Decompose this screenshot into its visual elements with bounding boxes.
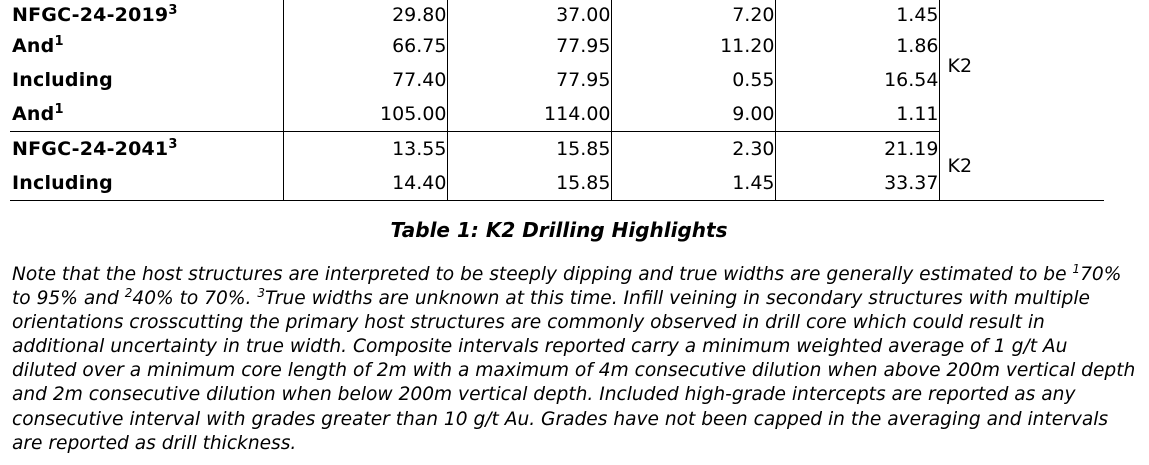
to-cell: 114.00 [447, 97, 611, 132]
grade-cell: 1.45 [775, 0, 939, 29]
grade-cell: 16.54 [775, 63, 939, 97]
footnote-superscript: 2 [124, 286, 133, 301]
footnote-text: True widths are unknown at this time. Infill veining in secondary structures with multiple orientations crosscutting the primary host structures are commonly observed in drill core which could result in additional uncertainty in true width. Composite intervals reported carry a minimum weighted average of 1 g/t Au diluted over a minimum core length of 2m with a maximum of 4m consecutive dilution when above 200m vertical depth and 2m consecutive dilution when below 200m vertical depth. Included high-grade intercepts are reported as any consecutive interval with grades greater than 10 g/t Au. Grades have not been capped in the averaging and intervals are reported as drill thickness. [12, 288, 1136, 454]
hole-id-cell: Including [12, 69, 113, 91]
zone-cell: K2 [947, 54, 973, 77]
footnote-text: 40% to 70%. [132, 288, 258, 310]
interval-cell: 1.45 [611, 166, 775, 201]
interval-cell: 7.20 [611, 0, 775, 29]
from-cell: 14.40 [283, 166, 447, 201]
from-cell: 29.80 [283, 0, 447, 29]
hole-id-cell: NFGC-24-2019$^3$ [12, 2, 178, 26]
hole-id-cell: Including [10, 166, 283, 201]
to-cell: 15.85 [447, 132, 611, 167]
table-row [10, 132, 1104, 167]
hole-id-cell: NFGC-24-2041$^3$ [12, 137, 178, 160]
footnote-text: 70% to 95% and [12, 264, 1122, 310]
table-row [10, 0, 1104, 29]
grade-cell: 1.86 [775, 29, 939, 63]
to-cell: 15.85 [447, 166, 611, 201]
hole-id-cell: And$^1$ [10, 97, 283, 132]
footnote-superscript: 1 [1072, 262, 1081, 276]
interval-cell: 2.30 [611, 132, 775, 167]
to-cell: 77.95 [447, 29, 611, 63]
to-cell: 77.95 [447, 63, 611, 97]
grade-cell: 1.11 [775, 97, 939, 132]
interval-cell: 9.00 [611, 97, 775, 132]
grade-cell: 21.19 [775, 132, 939, 167]
interval-cell: 0.55 [611, 63, 775, 97]
from-cell: 105.00 [283, 97, 447, 132]
footnote-text: Note that the host structures are interpreted to be steeply dipping and true widths are generally estimated to be [12, 264, 1073, 285]
from-cell: 77.40 [283, 63, 447, 97]
to-cell: 37.00 [447, 0, 611, 29]
grade-cell: 33.37 [775, 166, 939, 201]
zone-cell: K2 [939, 132, 1104, 201]
from-cell: 13.55 [283, 132, 447, 167]
table-caption: Table 1: K2 Drilling Highlights [390, 218, 728, 242]
from-cell: 66.75 [283, 29, 447, 63]
hole-id-cell: And$^1$ [12, 34, 64, 57]
interval-cell: 11.20 [611, 29, 775, 63]
drilling-highlights-table [10, 0, 1104, 201]
footnote-superscript: 3 [257, 286, 265, 301]
footnote-paragraph [12, 263, 1137, 456]
